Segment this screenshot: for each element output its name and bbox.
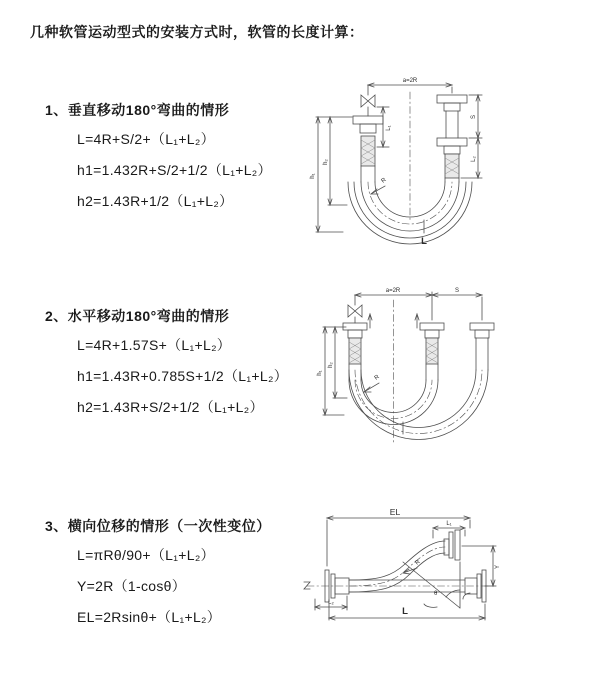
formula-3-length: L=πRθ/90+（L₁+L₂） <box>77 547 215 563</box>
dim-label-h2: h₂ <box>323 159 329 165</box>
dim-label-h1: h₁ <box>310 173 316 179</box>
section-2-heading: 2、水平移动180°弯曲的情形 <box>45 308 230 324</box>
dim-label-a2r: a=2R <box>402 78 418 84</box>
dim-label-s: S <box>471 114 477 120</box>
section-1-heading: 1、垂直移动180°弯曲的情形 <box>45 102 230 118</box>
dim-label-radius: R <box>380 177 388 185</box>
dim-label-el: EL <box>389 507 401 517</box>
formula-2-h1: h1=1.43R+0.785S+1/2（L₁+L₂） <box>77 368 288 384</box>
formula-2-h2: h2=1.43R+S/2+1/2（L₁+L₂） <box>77 399 264 415</box>
dim-label-l2: L₂ <box>471 156 477 162</box>
dim-label-l2: L₂ <box>328 600 334 606</box>
diagram-3-labels <box>328 507 501 617</box>
dim-label-length: L <box>421 236 427 247</box>
dim-label-s: S <box>454 288 460 294</box>
diagram-vertical-180 <box>305 70 590 255</box>
valve-icon <box>348 305 362 317</box>
dim-label-radius: R <box>414 559 422 567</box>
dim-label-radius: R <box>373 374 381 382</box>
valve-icon <box>361 95 375 107</box>
formula-3-y: Y=2R（1-cosθ） <box>77 578 187 594</box>
section-horizontal-180 <box>45 306 288 423</box>
dim-label-h1: h₁ <box>317 370 323 376</box>
dim-label-theta: θ <box>434 591 438 597</box>
diagram-2-linework <box>323 292 494 445</box>
section-vertical-180 <box>45 100 272 217</box>
section-lateral-displacement <box>45 516 271 633</box>
dim-label-l1: L₁ <box>386 125 392 131</box>
formula-2-length: L=4R+1.57S+（L₁+L₂） <box>77 337 232 353</box>
formula-1-h2: h2=1.43R+1/2（L₁+L₂） <box>77 193 234 209</box>
dim-label-length: L <box>402 606 408 617</box>
dim-label-h2: h₂ <box>328 362 334 368</box>
formula-1-length: L=4R+S/2+（L₁+L₂） <box>77 131 215 147</box>
page-title: 几种软管运动型式的安装方式时，软管的长度计算： <box>30 24 364 40</box>
diagram-lateral-displacement <box>295 500 595 660</box>
diagram-horizontal-180 <box>300 280 595 475</box>
dim-label-l1: L₁ <box>446 521 452 527</box>
formula-1-h1: h1=1.432R+S/2+1/2（L₁+L₂） <box>77 162 272 178</box>
dim-label-a2r: a=2R <box>385 288 401 294</box>
diagram-1-linework <box>316 83 482 244</box>
section-3-heading: 3、横向位移的情形（一次性变位） <box>45 518 271 534</box>
formula-3-el: EL=2Rsinθ+（L₁+L₂） <box>77 609 222 625</box>
dim-label-y: Y <box>495 564 501 570</box>
